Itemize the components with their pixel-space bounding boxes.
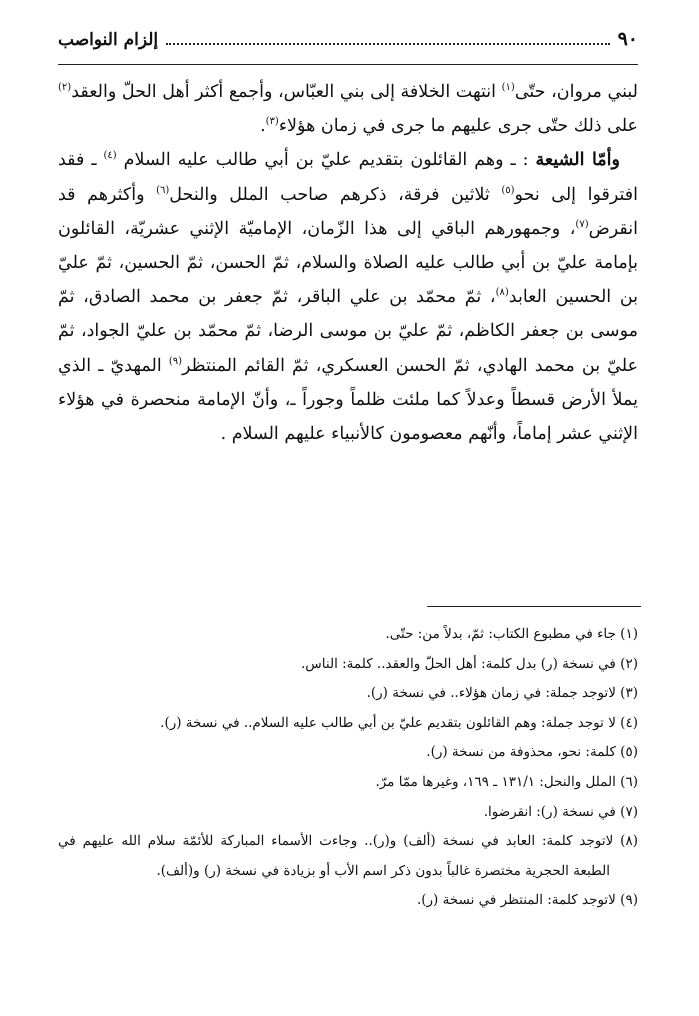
text-run: .	[260, 116, 266, 137]
page	[58, 28, 638, 451]
text-run: المهديّ ـ الذي يملأ الأرض قسطاً وعدلاً كما ملئت ظلماً وجوراً ـ، وأنّ الإمامة منحصرة في هؤلاء الإثني عشر إماماً، وأنّهم معصومون كالأنبياء عليهم السلام .	[58, 355, 638, 445]
footnote-7: (٧) في نسخة (ر): انقرضوا.	[483, 803, 638, 820]
footnote-ref-1[interactable]: (١)	[501, 82, 515, 94]
footnote-2: (٢) في نسخة (ر) بدل كلمة: أهل الحلّ والعقد.. كلمة: الناس.	[301, 655, 638, 672]
page-number: ٩٠	[617, 28, 638, 50]
text-run: ، ثمّ محمّد بن علي الباقر، ثمّ جعفر بن محمد الصادق، ثمّ موسى بن جعفر الكاظم، ثمّ عليّ بن موسى الرضا، ثمّ محمّد بن عليّ الجواد، ثمّ عليّ بن محمد الهادي، ثمّ الحسن العسكري، ثمّ القائم المنتظر	[58, 287, 639, 376]
text-run: وأكثرهم قد انقرض	[58, 184, 638, 239]
text-run: ثلاثين فرقة، ذكرهم صاحب الملل والنحل	[169, 184, 502, 205]
main-text	[58, 75, 638, 451]
footnote-9: (٩) لاتوجد كلمة: المنتظر في نسخة (ر).	[416, 892, 638, 909]
footnote-ref-8[interactable]: (٨)	[495, 287, 509, 299]
text-run: : ـ وهم القائلون بتقديم عليّ بن أبي طالب عليه السلام	[116, 150, 536, 171]
footnote-ref-5[interactable]: (٥)	[501, 184, 515, 196]
footnote-ref-3[interactable]: (٣)	[265, 116, 279, 128]
footnote-5: (٥) كلمة: نحو، محذوفة من نسخة (ر).	[426, 744, 638, 761]
paragraph-2	[58, 143, 638, 451]
footnote-ref-7[interactable]: (٧)	[575, 218, 589, 230]
text-run: على ذلك حتّى جرى عليهم ما جرى في زمان هؤلاء	[278, 116, 638, 137]
footnote-1: (١) جاء في مطبوع الكتاب: ثمّ، بدلاً من: حتّى.	[385, 626, 638, 642]
footnote-4: (٤) لا توجد جملة: وهم القائلون بتقديم عليّ بن أبي طالب عليه السلام.. في نسخة (ر).	[160, 714, 638, 731]
footnote-separator	[427, 606, 641, 607]
footnote-8: (٨) لاتوجد كلمة: العابد في نسخة (ألف) و(ر).. وجاءت الأسماء المباركة للأئمّة سلام الله عليهم في الطبعة الحجرية مختصرة غالباً بدون ذكر اسم الأب أو بزيادة في نسخة (ر) و(ألف).	[58, 833, 638, 879]
section-heading-shia: وأمّا الشيعة	[535, 150, 620, 171]
footnote-ref-2[interactable]: (٢)	[58, 82, 72, 94]
text-run: انتهت الخلافة إلى بني العبّاس، وأجمع أكثر أهل الحلّ والعقد	[71, 82, 502, 102]
text-run: ، وجمهورهم الباقي إلى هذا الزّمان، الإماميّة الإثني عشريّة، القائلون بإمامة عليّ بن أبي طالب عليه الصلاة والسلام، ثمّ الحسن، ثمّ الحسين، ثمّ عليّ بن الحسين العابد	[58, 218, 639, 308]
footnote-3: (٣) لاتوجد جملة: في زمان هؤلاء.. في نسخة (ر).	[366, 685, 638, 702]
footnotes	[58, 620, 638, 916]
header-title: إلزام النواصب	[58, 30, 159, 50]
footnote-ref-9[interactable]: (٩)	[168, 355, 183, 367]
header-leader-dots	[166, 33, 609, 45]
footnote-ref-6[interactable]: (٦)	[156, 184, 170, 196]
footnote-6: (٦) الملل والنحل: ١٣١/١ ـ ١٦٩، وغيرها ممّا مرّ.	[375, 773, 638, 790]
text-run: لبني مروان، حتّى	[514, 82, 638, 102]
paragraph-1	[58, 75, 638, 143]
text-run: ـ فقد افترقوا إلى نحو	[58, 150, 639, 205]
running-header	[58, 28, 638, 65]
footnote-ref-4[interactable]: (٤)	[103, 150, 117, 162]
